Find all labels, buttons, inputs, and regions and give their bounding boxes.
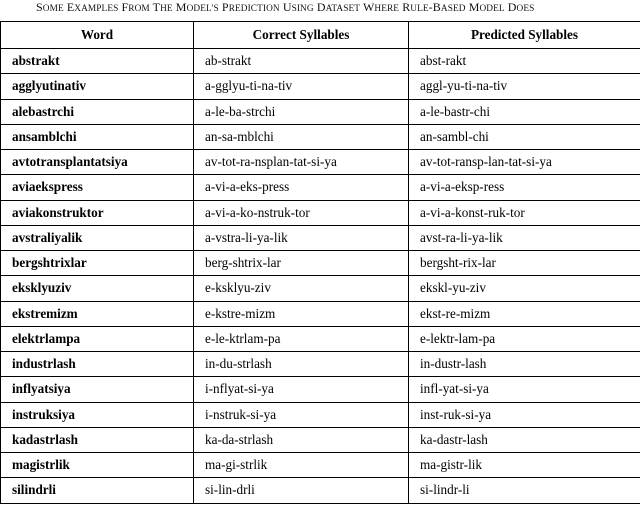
cell-correct-syllables: an-sa-mblchi: [194, 124, 409, 149]
cell-word: magistrlik: [1, 453, 194, 478]
table-row: [1, 352, 640, 377]
table-row: [1, 377, 640, 402]
cell-correct-syllables: a-gglyu-ti-na-tiv: [194, 74, 409, 99]
cell-predicted-syllables: ka-dastr-lash: [409, 427, 640, 452]
cell-correct-syllables: berg-shtrix-lar: [194, 251, 409, 276]
cell-predicted-syllables: av-tot-ransp-lan-tat-si-ya: [409, 150, 640, 175]
cell-word: silindrli: [1, 478, 194, 503]
table-row: [1, 251, 640, 276]
cell-correct-syllables: ka-da-strlash: [194, 427, 409, 452]
cell-word: inflyatsiya: [1, 377, 194, 402]
cell-correct-syllables: i-nstruk-si-ya: [194, 402, 409, 427]
cell-predicted-syllables: infl-yat-si-ya: [409, 377, 640, 402]
caption-text: SOME EXAMPLES FROM THE MODEL'S PREDICTION USING DATASET WHERE RULE-BASED MODEL DOES: [36, 0, 535, 14]
cell-predicted-syllables: a-vi-a-konst-ruk-tor: [409, 200, 640, 225]
cell-word: ansamblchi: [1, 124, 194, 149]
cell-word: ekstremizm: [1, 301, 194, 326]
header-word: Word: [1, 22, 194, 49]
cell-word: bergshtrixlar: [1, 251, 194, 276]
table-row: [1, 99, 640, 124]
cell-predicted-syllables: bergsht-rix-lar: [409, 251, 640, 276]
cell-predicted-syllables: si-lindr-li: [409, 478, 640, 503]
cell-word: avtotransplantatsiya: [1, 150, 194, 175]
cell-correct-syllables: a-vi-a-ko-nstruk-tor: [194, 200, 409, 225]
table-row: [1, 150, 640, 175]
cell-word: kadastrlash: [1, 427, 194, 452]
table-caption: [36, 0, 534, 16]
table-body: [1, 49, 640, 504]
cell-word: agglyutinativ: [1, 74, 194, 99]
cell-word: aviakonstruktor: [1, 200, 194, 225]
cell-predicted-syllables: in-dustr-lash: [409, 352, 640, 377]
cell-predicted-syllables: aggl-yu-ti-na-tiv: [409, 74, 640, 99]
table-row: [1, 276, 640, 301]
table-row: [1, 301, 640, 326]
cell-correct-syllables: a-vi-a-eks-press: [194, 175, 409, 200]
cell-word: abstrakt: [1, 49, 194, 74]
cell-predicted-syllables: e-lektr-lam-pa: [409, 326, 640, 351]
table-header-row: [1, 22, 640, 49]
table-row: [1, 453, 640, 478]
cell-correct-syllables: e-le-ktrlam-pa: [194, 326, 409, 351]
cell-correct-syllables: av-tot-ra-nsplan-tat-si-ya: [194, 150, 409, 175]
table-row: [1, 124, 640, 149]
table-row: [1, 402, 640, 427]
table-row: [1, 74, 640, 99]
table-row: [1, 478, 640, 503]
cell-correct-syllables: e-ksklyu-ziv: [194, 276, 409, 301]
table-row: [1, 49, 640, 74]
cell-word: instruksiya: [1, 402, 194, 427]
cell-correct-syllables: i-nflyat-si-ya: [194, 377, 409, 402]
cell-predicted-syllables: a-le-bastr-chi: [409, 99, 640, 124]
header-correct-syllables: Correct Syllables: [194, 22, 409, 49]
cell-predicted-syllables: ekst-re-mizm: [409, 301, 640, 326]
cell-word: alebastrchi: [1, 99, 194, 124]
cell-predicted-syllables: ekskl-yu-ziv: [409, 276, 640, 301]
cell-correct-syllables: a-le-ba-strchi: [194, 99, 409, 124]
cell-predicted-syllables: a-vi-a-eksp-ress: [409, 175, 640, 200]
cell-correct-syllables: in-du-strlash: [194, 352, 409, 377]
cell-correct-syllables: a-vstra-li-ya-lik: [194, 225, 409, 250]
cell-predicted-syllables: avst-ra-li-ya-lik: [409, 225, 640, 250]
table-row: [1, 200, 640, 225]
cell-word: elektrlampa: [1, 326, 194, 351]
table-row: [1, 225, 640, 250]
cell-word: aviaekspress: [1, 175, 194, 200]
table-row: [1, 326, 640, 351]
cell-correct-syllables: ma-gi-strlik: [194, 453, 409, 478]
cell-predicted-syllables: an-sambl-chi: [409, 124, 640, 149]
syllables-table: [0, 21, 640, 504]
cell-predicted-syllables: inst-ruk-si-ya: [409, 402, 640, 427]
cell-word: avstraliyalik: [1, 225, 194, 250]
cell-correct-syllables: ab-strakt: [194, 49, 409, 74]
cell-predicted-syllables: ma-gistr-lik: [409, 453, 640, 478]
table-row: [1, 427, 640, 452]
table-row: [1, 175, 640, 200]
cell-word: eksklyuziv: [1, 276, 194, 301]
cell-word: industrlash: [1, 352, 194, 377]
header-predicted-syllables: Predicted Syllables: [409, 22, 640, 49]
cell-correct-syllables: si-lin-drli: [194, 478, 409, 503]
cell-predicted-syllables: abst-rakt: [409, 49, 640, 74]
cell-correct-syllables: e-kstre-mizm: [194, 301, 409, 326]
